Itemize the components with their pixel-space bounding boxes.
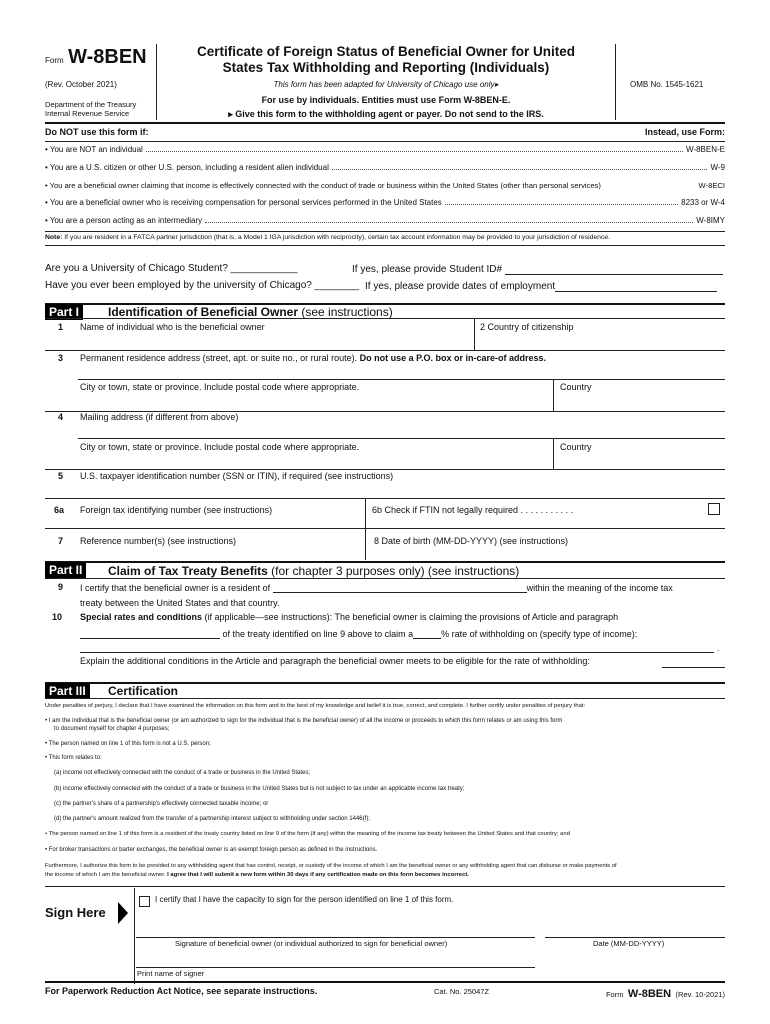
line-10-text-c: % rate of withholding on (specify type of income):	[441, 629, 638, 639]
income-type-line[interactable]	[80, 652, 714, 653]
part3-label: Part III	[45, 683, 90, 699]
line-5-number: 5	[58, 471, 64, 481]
line-1-label: Name of individual who is the beneficial owner	[80, 322, 265, 332]
cert-item-c: (c) the partner's share of a partnership's effectively connected taxable income; or	[54, 801, 269, 807]
line-1-2-divider	[474, 318, 475, 350]
form-title-line-1: Certificate of Foreign Status of Beneficial Owner for United	[196, 44, 576, 59]
do-not-use-row-text: • You are a person acting as an intermediary	[45, 216, 203, 225]
student-question	[45, 263, 297, 274]
line-6a-label: Foreign tax identifying number (see instructions)	[80, 505, 273, 515]
line-10-text-d: Explain the additional conditions in the Article and paragraph the beneficial owner meets to be eligible for the rate of withholding:	[80, 656, 590, 666]
line-7-label: Reference number(s) (see instructions)	[80, 536, 237, 546]
header-divider-left	[156, 44, 157, 120]
certification-bottom-rule	[45, 886, 725, 887]
country-2-label: Country	[560, 442, 592, 452]
do-not-use-heading: Do NOT use this form if:	[45, 127, 149, 137]
part2-header-rule	[45, 578, 725, 579]
line-9-text-b: within the meaning of the income tax	[526, 583, 673, 593]
omb-number: OMB No. 1545-1621	[630, 80, 704, 89]
line-2-input[interactable]	[478, 334, 723, 348]
line-4-bottom-rule	[78, 438, 725, 439]
do-not-use-row	[45, 181, 725, 190]
part2-title-note: (for chapter 3 purposes only) (see instructions)	[267, 564, 520, 578]
employment-question	[45, 280, 359, 291]
part1-label: Part I	[45, 304, 83, 320]
form-name: W-8BEN	[68, 46, 147, 68]
line-6-divider	[365, 498, 366, 528]
sign-area-divider	[134, 888, 135, 984]
department-line-1: Department of the Treasury	[45, 100, 137, 109]
note-top-rule	[45, 231, 725, 232]
line-6a-number: 6a	[54, 505, 65, 515]
line-1-number: 1	[58, 322, 64, 332]
line-4-input[interactable]	[78, 423, 723, 437]
line-4-number: 4	[58, 412, 64, 422]
cert-item-b: (b) income effectively connected with the conduct of a trade or business in the United States but is not subject to tax under an applicable income tax treaty;	[54, 786, 465, 792]
do-not-use-row-form: W-8BEN-E	[686, 145, 725, 154]
capacity-checkbox[interactable]	[139, 896, 150, 907]
instead-use-heading: Instead, use Form:	[644, 127, 725, 137]
part2-title	[108, 564, 519, 578]
cert-bullet-5: • For broker transactions or barter exchanges, the beneficial owner is an exempt foreign person as defined in the instructions.	[45, 847, 378, 853]
do-not-use-row-text: • You are NOT an individual	[45, 145, 143, 154]
footer-form-id	[606, 984, 725, 1002]
line-3-bottom-rule	[78, 379, 725, 380]
line-9-text-a: I certify that the beneficial owner is a resident of	[80, 583, 271, 593]
cert-item-d: (d) the partner's amount realized from the transfer of a partnership interest subject to withholding under section 1446(f);	[54, 816, 370, 822]
line-7-8-divider	[365, 528, 366, 560]
authorization-text-2a: the income of which I am the beneficial owner.	[45, 872, 168, 878]
student-id-field[interactable]	[352, 263, 723, 275]
adapted-note: This form has been adapted for University of Chicago use only▸	[273, 80, 499, 89]
line-4-label: Mailing address (if different from above)	[80, 412, 239, 422]
print-name-field[interactable]	[140, 951, 530, 965]
print-name-line	[136, 967, 535, 968]
do-not-use-row	[45, 216, 725, 225]
line-5-input[interactable]	[78, 483, 723, 497]
date-label: Date (MM-DD-YYYY)	[593, 939, 665, 948]
cert-bullet-3: • This form relates to:	[45, 755, 102, 761]
date-line	[545, 937, 725, 938]
part1-title-note: (see instructions)	[298, 305, 393, 319]
part2-title-text: Claim of Tax Treaty Benefits	[108, 564, 268, 578]
country-1-label: Country	[560, 382, 592, 392]
city-2-bottom-rule	[45, 469, 725, 470]
line-3-number: 3	[58, 353, 64, 363]
do-not-use-row	[45, 163, 725, 172]
fatca-note-text: If you are resident in a FATCA partner jurisdiction (that is, a Model 1 IGA jurisdiction with reciprocity), certain tax account information may be provided to your jurisdiction of residence.	[62, 234, 611, 241]
signature-field[interactable]	[140, 914, 530, 936]
country-2-input[interactable]	[556, 454, 723, 468]
cert-bullet-1b: to document myself for chapter 4 purposes;	[54, 726, 170, 732]
part3-title: Certification	[108, 684, 179, 698]
income-type-period: .	[717, 644, 720, 653]
form-title	[160, 44, 612, 76]
line-9-text	[80, 582, 673, 593]
do-not-use-row-form: W-8ECI	[698, 181, 725, 190]
catalog-number: Cat. No. 25047Z	[434, 987, 490, 996]
sign-here-arrow-icon	[118, 902, 130, 924]
sign-here-label: Sign Here	[45, 905, 106, 920]
withholding-rate-input[interactable]	[413, 628, 441, 639]
part3-header-rule	[45, 698, 725, 699]
line-8-input[interactable]	[370, 547, 723, 559]
student-question-label: Are you a University of Chicago Student? ____________	[45, 263, 298, 274]
footer-revision: (Rev. 10-2021)	[675, 990, 725, 999]
do-not-use-rule	[45, 141, 725, 142]
note-bottom-rule	[45, 245, 725, 246]
line-9-number: 9	[58, 582, 64, 592]
line-7-input[interactable]	[78, 547, 361, 559]
line-10-number: 10	[52, 612, 63, 622]
line-10-text-a: (if applicable—see instructions): The beneficial owner is claiming the provisions of Article and paragraph	[202, 612, 619, 622]
fatca-note-label: Note:	[45, 234, 63, 241]
line-3-input[interactable]	[78, 364, 723, 378]
do-not-use-row-form: W-8IMY	[696, 216, 725, 225]
form-title-line-2: States Tax Withholding and Reporting (Individuals)	[222, 60, 550, 75]
employment-dates-label: If yes, please provide dates of employment	[365, 281, 556, 292]
city-country-2-divider	[553, 438, 554, 470]
line-10-second	[80, 628, 637, 639]
line-3-label-text: Permanent residence address (street, apt. or suite no., or rural route).	[80, 353, 360, 363]
line-5-bottom-rule	[45, 498, 725, 499]
do-not-use-row-form: 8233 or W-4	[681, 198, 725, 207]
cert-item-a: (a) income not effectively connected with the conduct of a trade or business in the United States;	[54, 770, 311, 776]
do-not-use-row-text: • You are a U.S. citizen or other U.S. person, including a resident alien individual	[45, 163, 329, 172]
line-9-text-c: treaty between the United States and that country.	[80, 598, 280, 608]
department-line-2: Internal Revenue Service	[45, 109, 130, 118]
employment-dates-line[interactable]	[555, 280, 717, 292]
city-1-label: City or town, state or province. Include postal code where appropriate.	[80, 382, 360, 392]
signature-label: Signature of beneficial owner (or individual authorized to sign for beneficial owner)	[175, 939, 448, 948]
city-country-1-divider	[553, 379, 554, 411]
part1-title	[108, 305, 393, 319]
student-id-line[interactable]	[505, 263, 723, 275]
part2-top-rule	[45, 561, 725, 563]
city-1-input[interactable]	[78, 394, 550, 408]
line-7-number: 7	[58, 536, 64, 546]
cert-bullet-2: • The person named on line 1 of this form is not a U.S. person;	[45, 741, 211, 747]
employment-question-label: Have you ever been employed by the university of Chicago? ________	[45, 280, 360, 291]
city-2-label: City or town, state or province. Include postal code where appropriate.	[80, 442, 360, 452]
line-10-text-b: of the treaty identified on line 9 above to claim a	[222, 629, 414, 639]
footer-form-prefix: Form	[605, 990, 624, 999]
line-1-bottom-rule	[45, 350, 725, 351]
line-6-bottom-rule	[45, 528, 725, 529]
authorization-text-2b: I agree that I will submit a new form within 30 days if any certification made on this form becomes incorrect.	[167, 872, 469, 878]
line-1-input[interactable]	[78, 334, 473, 348]
form-prefix: Form	[45, 56, 64, 65]
do-not-use-row	[45, 198, 725, 207]
authorization-text: Furthermore, I authorize this form to be provided to any withholding agent that has control, receipt, or custody of the income of which I am the beneficial owner or any withholding agent that can disburse or make payments of	[45, 863, 617, 869]
line-6a-input[interactable]	[78, 515, 361, 527]
treaty-country-input[interactable]	[273, 582, 527, 593]
give-form-note: ▸ Give this form to the withholding agent or payer. Do not send to the IRS.	[228, 109, 544, 119]
header-bottom-rule	[45, 122, 725, 124]
fatca-note	[45, 234, 725, 241]
line-8-label: 8 Date of birth (MM-DD-YYYY) (see instructions)	[374, 536, 569, 546]
line-2-label: 2 Country of citizenship	[480, 322, 574, 332]
line-10-text	[80, 612, 618, 622]
cert-bullet-4: • The person named on line 1 of this form is a resident of the treaty country listed on line 9 of the form (if any) within the meaning of the income tax treaty between the United States and that country; and	[45, 831, 570, 837]
print-name-label: Print name of signer	[137, 969, 205, 978]
footer-form-name: W-8BEN	[627, 988, 672, 1000]
authorization-text-2	[45, 872, 469, 878]
do-not-use-row	[45, 145, 725, 154]
city-2-input[interactable]	[78, 454, 550, 468]
line-5-label: U.S. taxpayer identification number (SSN or ITIN), if required (see instructions)	[80, 471, 394, 481]
line-3-label	[80, 353, 546, 363]
signature-line	[136, 937, 535, 938]
student-id-label: If yes, please provide Student ID#	[352, 264, 505, 275]
part1-title-text: Identification of Beneficial Owner	[108, 305, 299, 319]
capacity-text: I certify that I have the capacity to sign for the person identified on line 1 of this form.	[155, 895, 454, 904]
part2-label: Part II	[45, 562, 86, 578]
article-paragraph-input[interactable]	[80, 628, 220, 639]
ftin-not-required-checkbox[interactable]	[708, 503, 720, 515]
do-not-use-row-text: • You are a beneficial owner who is receiving compensation for personal services performed in the United States	[45, 198, 442, 207]
date-field[interactable]	[548, 914, 723, 936]
employment-dates-field[interactable]	[365, 280, 717, 292]
country-1-input[interactable]	[556, 394, 723, 408]
do-not-use-row-text: • You are a beneficial owner claiming that income is effectively connected with the conduct of trade or business within the United States (other than personal services)	[45, 181, 601, 190]
line-6b-label: 6b Check if FTIN not legally required . . . . . . . . . . .	[372, 505, 574, 515]
form-id	[45, 46, 147, 69]
part1-header-rule	[45, 318, 725, 319]
perjury-intro: Under penalties of perjury, I declare that I have examined the information on this form and to the best of my knowledge and belief it is true, correct, and complete. I further certify under penalties of perjury that:	[45, 703, 586, 709]
revision-date: (Rev. October 2021)	[45, 80, 117, 89]
header-divider-right	[615, 44, 616, 120]
use-by-note: For use by individuals. Entities must use Form W-8BEN-E.	[261, 95, 511, 105]
conditions-line[interactable]	[662, 667, 725, 668]
line-10-bold: Special rates and conditions	[80, 612, 203, 622]
footer-rule	[45, 981, 725, 983]
cert-bullet-1: • I am the individual that is the beneficial owner (or am authorized to sign for the individual that is the beneficial owner) of all the income or proceeds to which this form relates or am using this form	[45, 718, 563, 724]
do-not-use-row-form: W-9	[710, 163, 725, 172]
line-3-label-bold: Do not use a P.O. box or in-care-of address.	[359, 353, 547, 363]
paperwork-notice: For Paperwork Reduction Act Notice, see separate instructions.	[45, 986, 318, 996]
